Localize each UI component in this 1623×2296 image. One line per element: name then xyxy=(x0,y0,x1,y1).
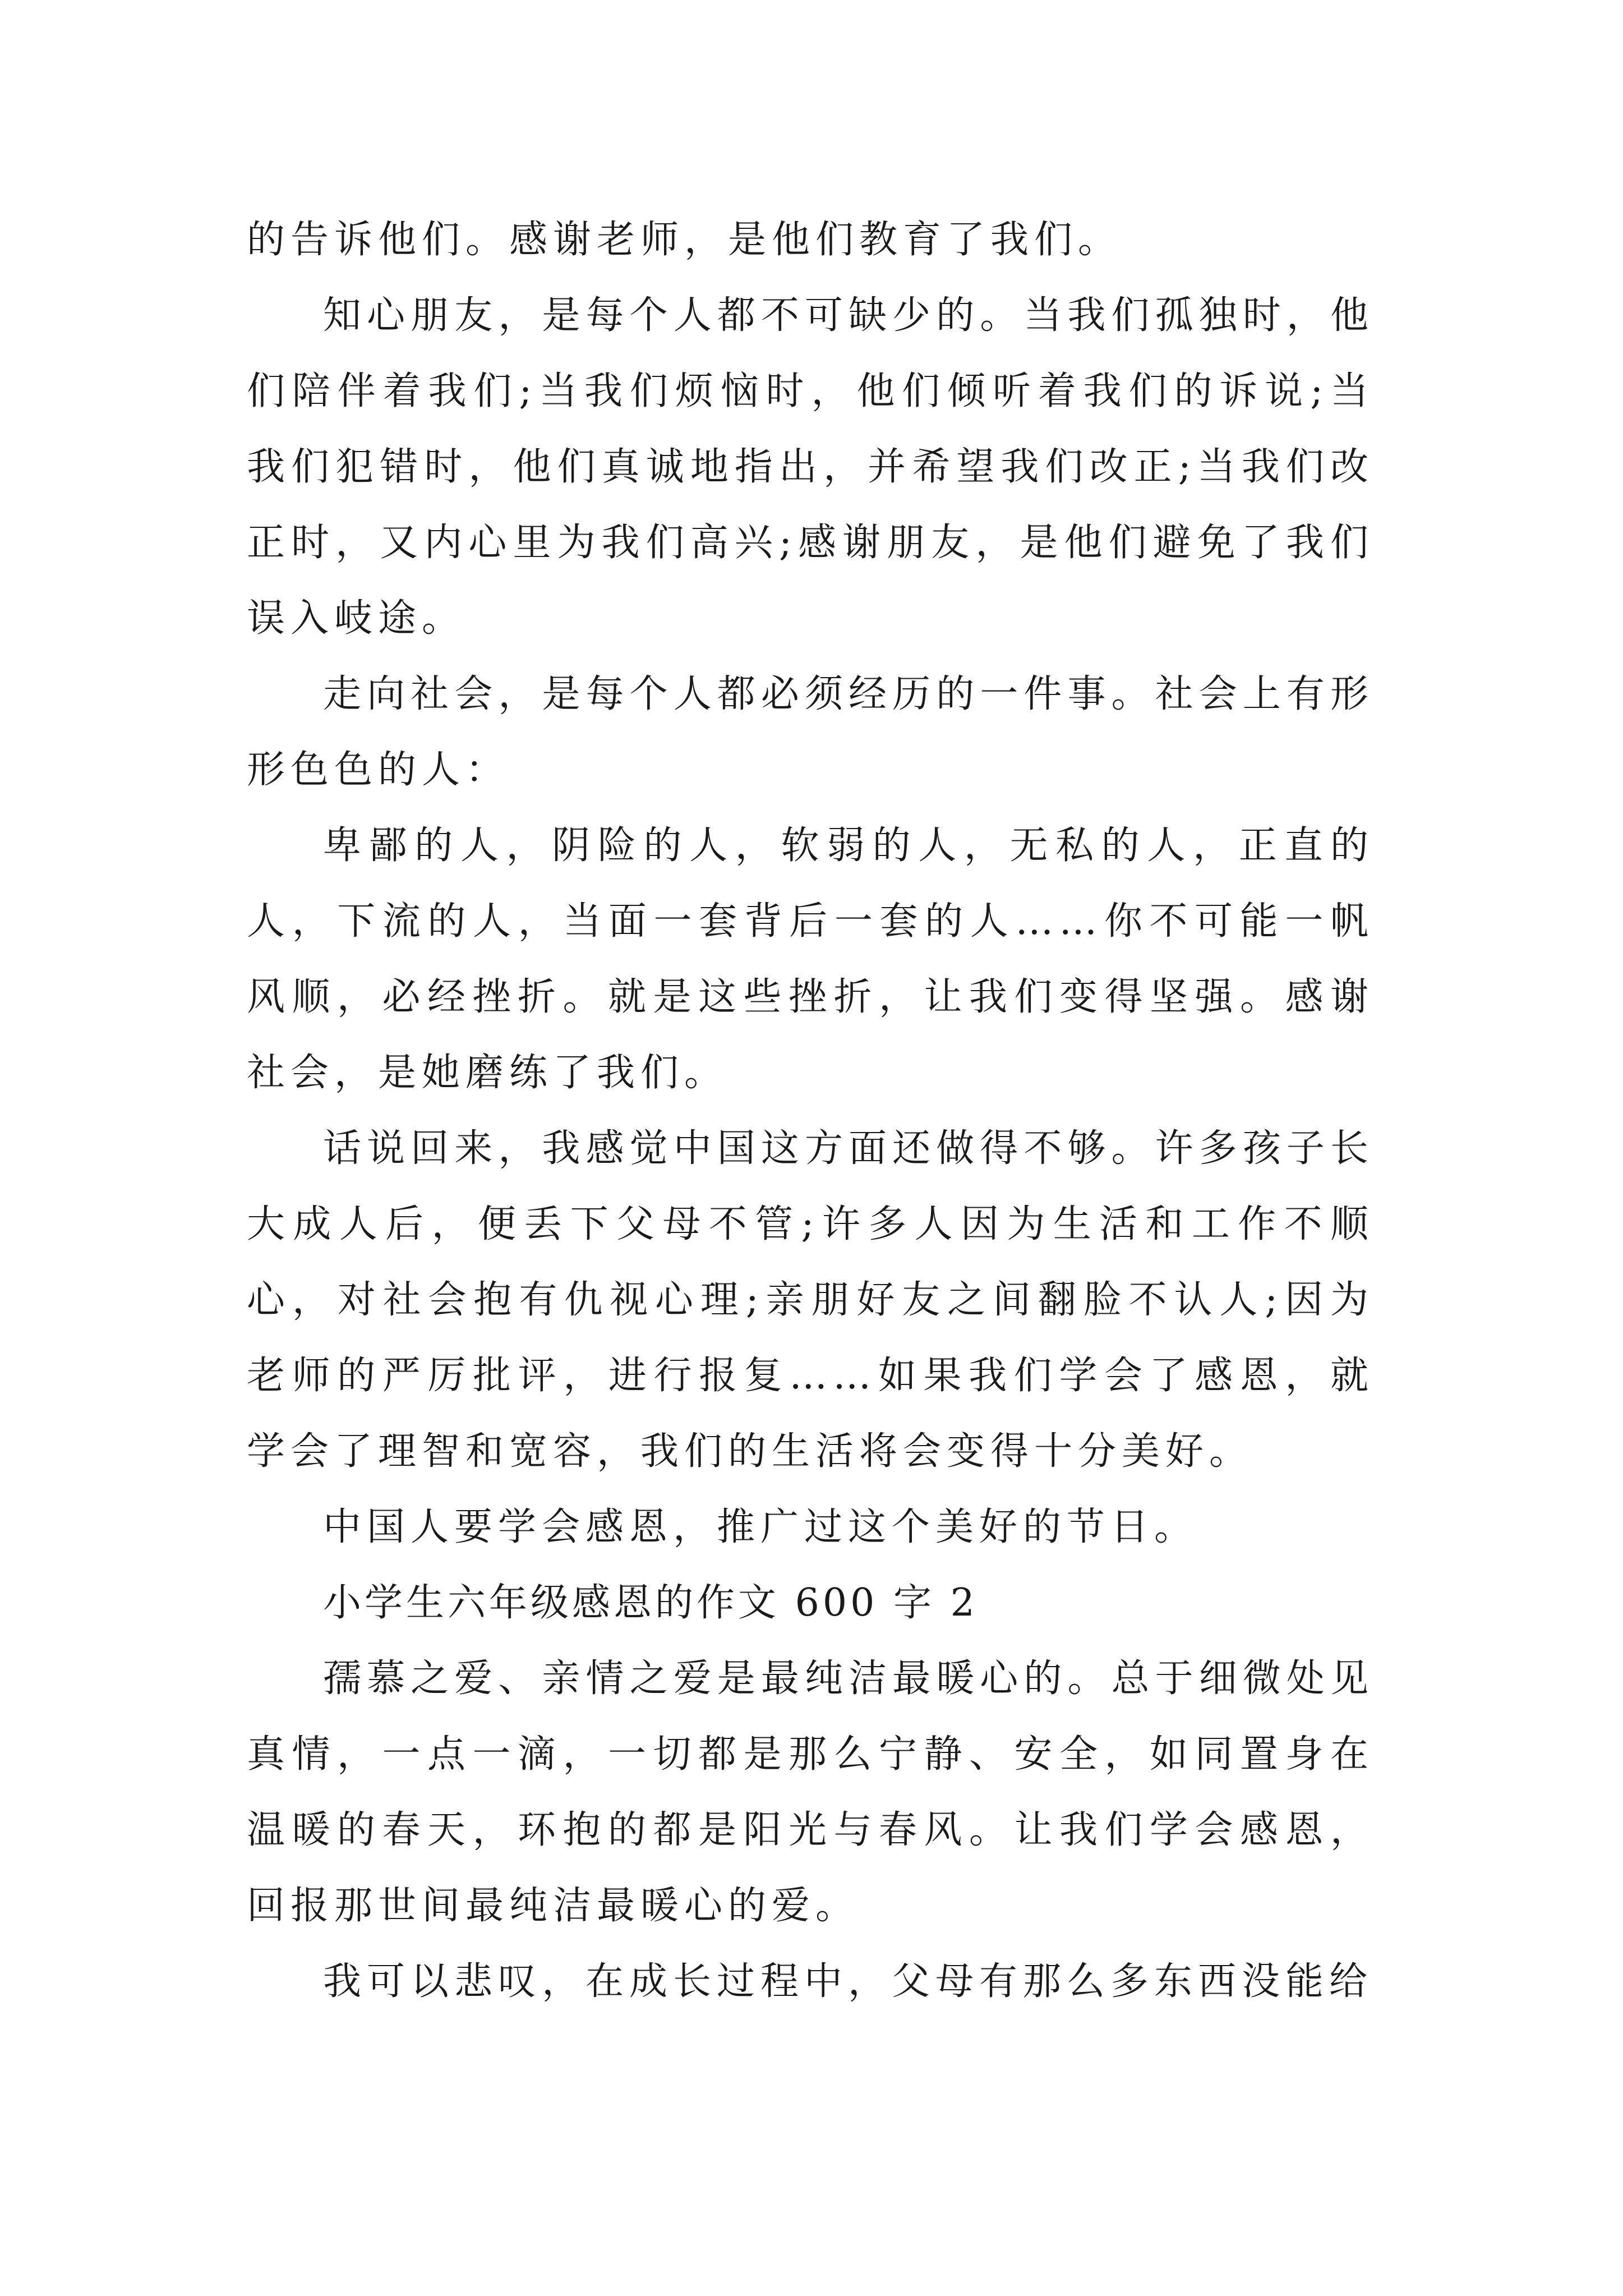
paragraph-friends: 知心朋友，是每个人都不可缺少的。当我们孤独时，他们陪伴着我们;当我们烦恼时，他们倾听着我们的诉说;当我们犯错时，他们真诚地指出，并希望我们改正;当我们改正时，又内心里为我们高兴;感谢朋友，是他们避免了我们误入岐途。 xyxy=(247,293,1374,641)
paragraph-continuation: 的告诉他们。感谢老师，是他们教育了我们。 xyxy=(247,218,1122,262)
paragraph-society: 走向社会，是每个人都必须经历的一件事。社会上有形形色色的人： xyxy=(247,672,1374,792)
essay-heading: 小学生六年级感恩的作文 600 字 2 xyxy=(323,1581,978,1625)
paragraph-china: 话说回来，我感觉中国这方面还做得不够。许多孩子长大成人后，便丢下父母不管;许多人因为生活和工作不顺心，对社会抱有仇视心理;亲朋好友之间翻脸不认人;因为老师的严厉批评，进行报复……如果我们学会了感恩，就学会了理智和宽容，我们的生活将会变得十分美好。 xyxy=(247,1126,1374,1474)
paragraph-people: 卑鄙的人，阴险的人，软弱的人，无私的人，正直的人，下流的人，当面一套背后一套的人……你不可能一帆风顺，必经挫折。就是这些挫折，让我们变得坚强。感谢社会，是她磨练了我们。 xyxy=(247,823,1374,1095)
paragraph-parents: 我可以悲叹，在成长过程中，父母有那么多东西没能给 xyxy=(323,1959,1373,2004)
essay-body xyxy=(247,202,1374,2019)
paragraph-conclusion: 中国人要学会感恩，推广过这个美好的节日。 xyxy=(323,1505,1198,1549)
paragraph-love: 孺慕之爱、亲情之爱是最纯洁最暖心的。总于细微处见真情，一点一滴，一切都是那么宁静、安全，如同置身在温暖的春天，环抱的都是阳光与春风。让我们学会感恩，回报那世间最纯洁最暖心的爱。 xyxy=(247,1657,1374,1928)
